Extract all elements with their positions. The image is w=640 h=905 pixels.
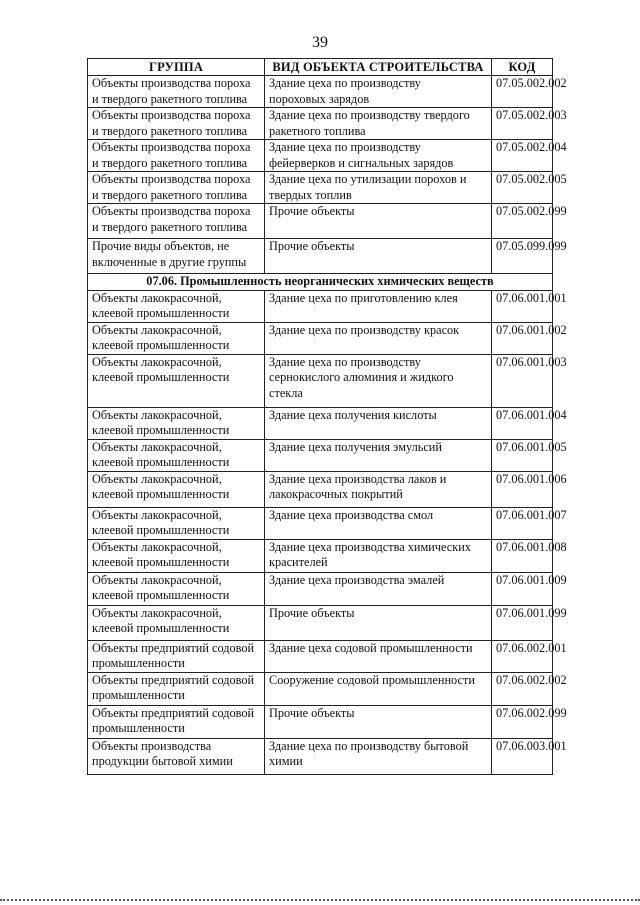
group-line: продукции бытовой химии <box>92 754 233 768</box>
code-cell: 07.05.099.099 <box>492 239 553 274</box>
group-line: Объекты производства пороха <box>92 172 251 186</box>
header-code: КОД <box>492 59 553 76</box>
group-line: и твердого ракетного топлива <box>92 187 248 202</box>
group-line: Объекты лакокрасочной, <box>92 439 222 454</box>
group-cell <box>88 439 265 471</box>
group-line: клеевой промышленности <box>92 523 230 537</box>
group-line: Объекты производства пороха <box>92 140 251 154</box>
code-cell: 07.05.002.003 <box>492 108 553 140</box>
table-row <box>88 471 553 507</box>
code-cell: 07.05.002.004 <box>492 140 553 172</box>
group-cell <box>88 354 265 407</box>
table-row <box>88 738 553 774</box>
kind-line: Здание цеха по производству <box>269 354 421 369</box>
group-line: Объекты лакокрасочной, <box>92 322 222 337</box>
group-line: клеевой промышленности <box>92 588 230 602</box>
classification-table <box>87 58 567 775</box>
kind-cell <box>265 605 492 640</box>
kind-line: Здание цеха по производству <box>269 76 421 90</box>
group-line: промышленности <box>92 721 185 735</box>
kind-cell <box>265 439 492 471</box>
group-cell <box>88 76 265 108</box>
group-cell <box>88 204 265 239</box>
group-line: клеевой промышленности <box>92 487 230 501</box>
group-cell <box>88 539 265 572</box>
kind-line: лакокрасочных покрытий <box>269 487 403 501</box>
group-line: Объекты лакокрасочной, <box>92 507 222 522</box>
section-row <box>88 274 553 291</box>
kind-line: Здание цеха по производству красок <box>269 322 460 337</box>
group-line: и твердого ракетного топлива <box>92 91 248 106</box>
section-title: 07.06. Промышленность неорганических химических веществ <box>88 274 553 291</box>
group-line: клеевой промышленности <box>92 423 230 437</box>
code-cell: 07.06.001.005 <box>492 439 553 471</box>
code-cell: 07.06.002.099 <box>492 705 553 738</box>
table-row <box>88 507 553 539</box>
group-cell <box>88 572 265 605</box>
kind-cell <box>265 172 492 204</box>
kind-line: Здание цеха получения эмульсий <box>269 439 442 454</box>
kind-cell <box>265 140 492 172</box>
kind-line: Здание цеха по приготовлению клея <box>269 290 458 305</box>
kind-line: Прочие объекты <box>269 705 355 720</box>
group-cell <box>88 108 265 140</box>
table-row <box>88 290 553 322</box>
kind-line: Прочие объекты <box>269 605 355 620</box>
code-cell: 07.06.001.099 <box>492 605 553 640</box>
group-cell <box>88 738 265 774</box>
group-cell <box>88 672 265 705</box>
table-row <box>88 605 553 640</box>
kind-cell <box>265 471 492 507</box>
group-cell <box>88 471 265 507</box>
kind-line: Здание цеха по производству <box>269 140 421 154</box>
kind-cell <box>265 108 492 140</box>
header-kind: ВИД ОБЪЕКТА СТРОИТЕЛЬСТВА <box>265 59 492 76</box>
kind-line: Здание цеха содовой промышленности <box>269 640 473 655</box>
code-cell: 07.06.001.001 <box>492 290 553 322</box>
code-cell: 07.05.002.099 <box>492 204 553 239</box>
group-line: Объекты предприятий содовой <box>92 672 255 687</box>
table-row <box>88 76 553 108</box>
code-cell: 07.06.001.007 <box>492 507 553 539</box>
code-cell: 07.06.003.001 <box>492 738 553 774</box>
group-line: Объекты предприятий содовой <box>92 640 255 655</box>
table-row <box>88 140 553 172</box>
group-line: промышленности <box>92 656 185 670</box>
code-cell: 07.06.001.006 <box>492 471 553 507</box>
table-row <box>88 108 553 140</box>
code-cell: 07.05.002.005 <box>492 172 553 204</box>
kind-cell <box>265 672 492 705</box>
group-cell <box>88 290 265 322</box>
code-cell: 07.06.001.004 <box>492 407 553 439</box>
code-cell: 07.06.001.003 <box>492 354 553 407</box>
kind-cell <box>265 507 492 539</box>
code-cell: 07.06.001.008 <box>492 539 553 572</box>
group-line: Объекты лакокрасочной, <box>92 290 222 305</box>
table-row <box>88 204 553 239</box>
kind-line: Здание цеха получения кислоты <box>269 407 437 422</box>
kind-cell <box>265 705 492 738</box>
kind-cell <box>265 407 492 439</box>
group-line: клеевой промышленности <box>92 338 230 352</box>
bottom-scan-edge <box>0 899 640 901</box>
kind-line: Здание цеха производства химических <box>269 539 471 554</box>
page-number: 39 <box>312 34 328 51</box>
kind-line: Здание цеха по производству бытовой <box>269 738 469 753</box>
kind-cell <box>265 572 492 605</box>
kind-line: Здание цеха производства смол <box>269 507 434 522</box>
header-group: ГРУППА <box>88 59 265 76</box>
kind-line: Прочие объекты <box>269 204 355 218</box>
kind-line: стекла <box>269 385 303 400</box>
group-line: включенные в другие группы <box>92 254 247 269</box>
group-line: промышленности <box>92 688 185 702</box>
group-line: клеевой промышленности <box>92 555 230 569</box>
group-cell <box>88 172 265 204</box>
group-line: Объекты лакокрасочной, <box>92 605 222 620</box>
group-line: Объекты производства пороха <box>92 76 251 90</box>
group-line: Объекты лакокрасочной, <box>92 572 222 587</box>
table-row <box>88 439 553 471</box>
kind-line: Здание цеха по утилизации порохов и <box>269 172 467 186</box>
code-cell: 07.06.001.009 <box>492 572 553 605</box>
kind-cell <box>265 539 492 572</box>
group-line: Объекты лакокрасочной, <box>92 471 222 486</box>
table-row <box>88 407 553 439</box>
kind-cell <box>265 204 492 239</box>
group-line: Объекты производства пороха <box>92 204 251 218</box>
kind-line: пороховых зарядов <box>269 91 370 106</box>
group-line: Объекты лакокрасочной, <box>92 354 222 369</box>
table-row <box>88 239 553 274</box>
table-row <box>88 172 553 204</box>
group-line: Объекты лакокрасочной, <box>92 539 222 554</box>
kind-cell <box>265 640 492 672</box>
group-cell <box>88 605 265 640</box>
kind-cell <box>265 354 492 407</box>
code-cell: 07.05.002.002 <box>492 76 553 108</box>
group-line: Прочие виды объектов, не <box>92 239 230 253</box>
group-line: и твердого ракетного топлива <box>92 155 248 170</box>
table-row <box>88 354 553 407</box>
kind-cell <box>265 290 492 322</box>
kind-line: твердых топлив <box>269 187 352 202</box>
group-cell <box>88 407 265 439</box>
kind-line: Здание цеха по производству твердого <box>269 108 470 122</box>
kind-line: ракетного топлива <box>269 123 366 138</box>
kind-cell <box>265 76 492 108</box>
group-line: Объекты производства пороха <box>92 108 251 122</box>
kind-cell <box>265 738 492 774</box>
code-cell: 07.06.002.002 <box>492 672 553 705</box>
group-cell <box>88 640 265 672</box>
table-row <box>88 539 553 572</box>
kind-line: Здание цеха производства лаков и <box>269 471 447 486</box>
code-cell: 07.06.002.001 <box>492 640 553 672</box>
kind-cell <box>265 239 492 274</box>
table-row <box>88 640 553 672</box>
group-line: клеевой промышленности <box>92 370 230 384</box>
kind-line: химии <box>269 754 303 768</box>
kind-line: красителей <box>269 555 328 569</box>
kind-line: Сооружение содовой промышленности <box>269 672 475 687</box>
header-row <box>88 59 553 76</box>
group-cell <box>88 322 265 354</box>
table-row <box>88 322 553 354</box>
group-line: клеевой промышленности <box>92 455 230 469</box>
group-line: и твердого ракетного топлива <box>92 219 248 234</box>
group-cell <box>88 239 265 274</box>
group-cell <box>88 507 265 539</box>
group-line: Объекты предприятий содовой <box>92 705 255 720</box>
group-cell <box>88 140 265 172</box>
group-cell <box>88 705 265 738</box>
kind-line: Прочие объекты <box>269 239 355 253</box>
group-line: клеевой промышленности <box>92 306 230 320</box>
kind-line: фейерверков и сигнальных зарядов <box>269 155 454 170</box>
kind-line: Здание цеха производства эмалей <box>269 572 445 587</box>
group-line: Объекты производства <box>92 738 212 753</box>
code-cell: 07.06.001.002 <box>492 322 553 354</box>
table-row <box>88 572 553 605</box>
kind-cell <box>265 322 492 354</box>
table-row <box>88 672 553 705</box>
group-line: клеевой промышленности <box>92 621 230 635</box>
table-row <box>88 705 553 738</box>
group-line: и твердого ракетного топлива <box>92 123 248 138</box>
kind-line: сернокислого алюминия и жидкого <box>269 370 454 384</box>
group-line: Объекты лакокрасочной, <box>92 407 222 422</box>
